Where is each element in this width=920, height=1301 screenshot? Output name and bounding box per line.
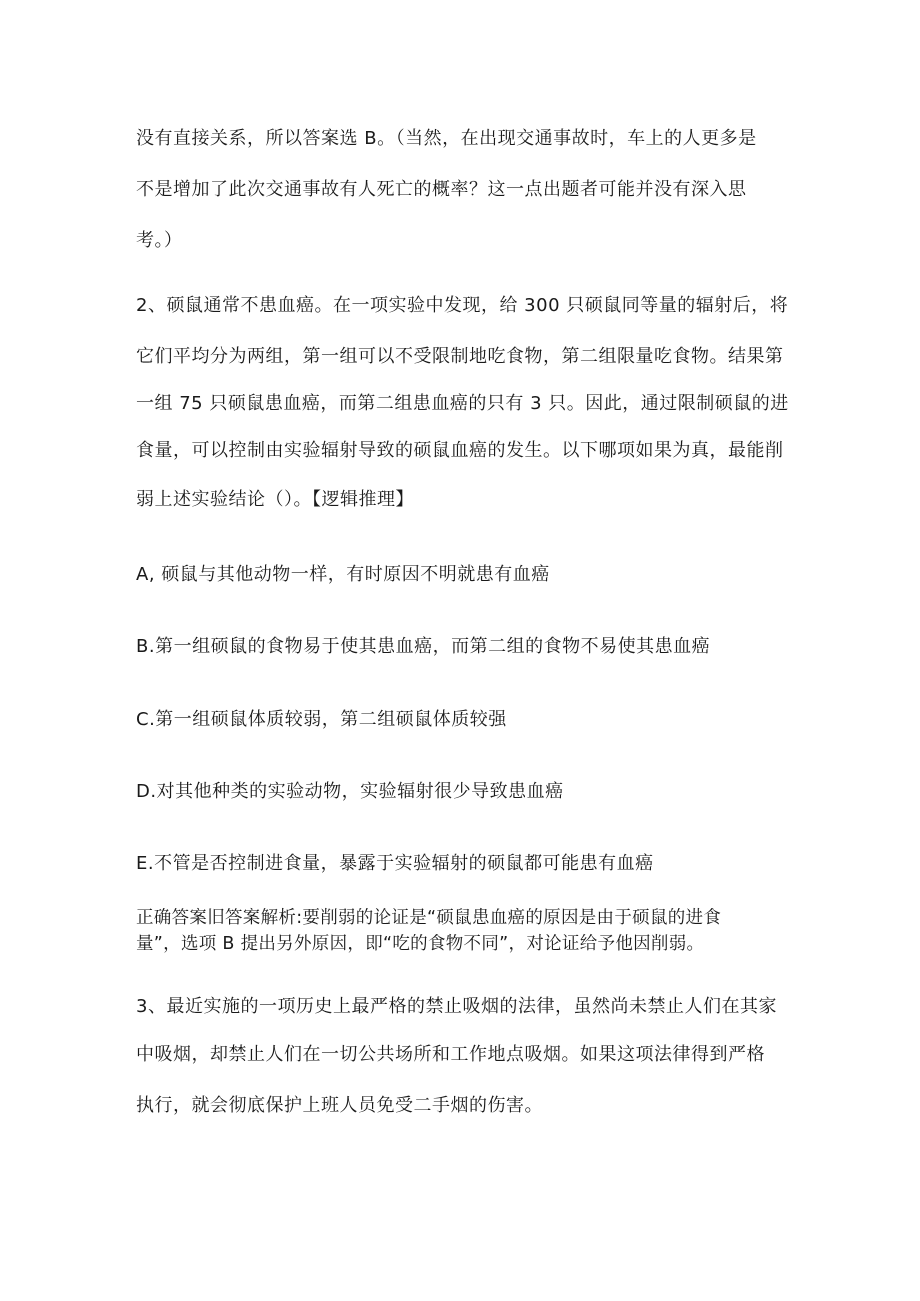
q3-stem-line-3: 执行，就会彻底保护上班人员免受二手烟的伤害。 bbox=[136, 1095, 543, 1116]
prev-answer-line-2: 不是增加了此次交通事故有人死亡的概率？这一点出题者可能并没有深入思 bbox=[136, 179, 747, 200]
q2-option-a: A, 硕鼠与其他动物一样，有时原因不明就患有血癌 bbox=[136, 564, 550, 585]
q2-option-e: E.不管是否控制进食量，暴露于实验辐射的硕鼠都可能患有血癌 bbox=[136, 853, 654, 874]
q2-answer-line-2: 量”，选项 B 提出另外原因，即“吃的食物不同”，对论证给予他因削弱。 bbox=[136, 934, 705, 954]
q2-option-d: D.对其他种类的实验动物，实验辐射很少导致患血癌 bbox=[136, 781, 564, 802]
prev-answer-line-1: 没有直接关系，所以答案选 B。（当然，在出现交通事故时，车上的人更多是 bbox=[136, 128, 757, 149]
q2-stem-line-4: 食量，可以控制由实验辐射导致的硕鼠血癌的发生。以下哪项如果为真，最能削 bbox=[136, 440, 784, 461]
q2-stem-line-3: 一组 75 只硕鼠患血癌，而第二组患血癌的只有 3 只。因此，通过限制硕鼠的进 bbox=[136, 393, 789, 414]
q2-option-c: C.第一组硕鼠体质较弱，第二组硕鼠体质较强 bbox=[136, 709, 507, 730]
prev-answer-line-3: 考。） bbox=[136, 230, 183, 251]
q2-option-b: B.第一组硕鼠的食物易于使其患血癌，而第二组的食物不易使其患血癌 bbox=[136, 636, 711, 657]
q2-stem-line-2: 它们平均分为两组，第一组可以不受限制地吃食物，第二组限量吃食物。结果第 bbox=[136, 346, 784, 367]
q2-stem-line-1: 2、硕鼠通常不患血癌。在一项实验中发现，给 300 只硕鼠同等量的辐射后，将 bbox=[136, 295, 789, 316]
q2-stem-line-5: 弱上述实验结论（）。【逻辑推理】 bbox=[136, 489, 414, 510]
q2-answer-line-1: 正确答案旧答案解析:要削弱的论证是“硕鼠患血癌的原因是由于硕鼠的进食 bbox=[136, 908, 722, 928]
q3-stem-line-1: 3、最近实施的一项历史上最严格的禁止吸烟的法律，虽然尚未禁止人们在其家 bbox=[136, 996, 777, 1017]
q3-stem-line-2: 中吸烟，却禁止人们在一切公共场所和工作地点吸烟。如果这项法律得到严格 bbox=[136, 1044, 765, 1065]
